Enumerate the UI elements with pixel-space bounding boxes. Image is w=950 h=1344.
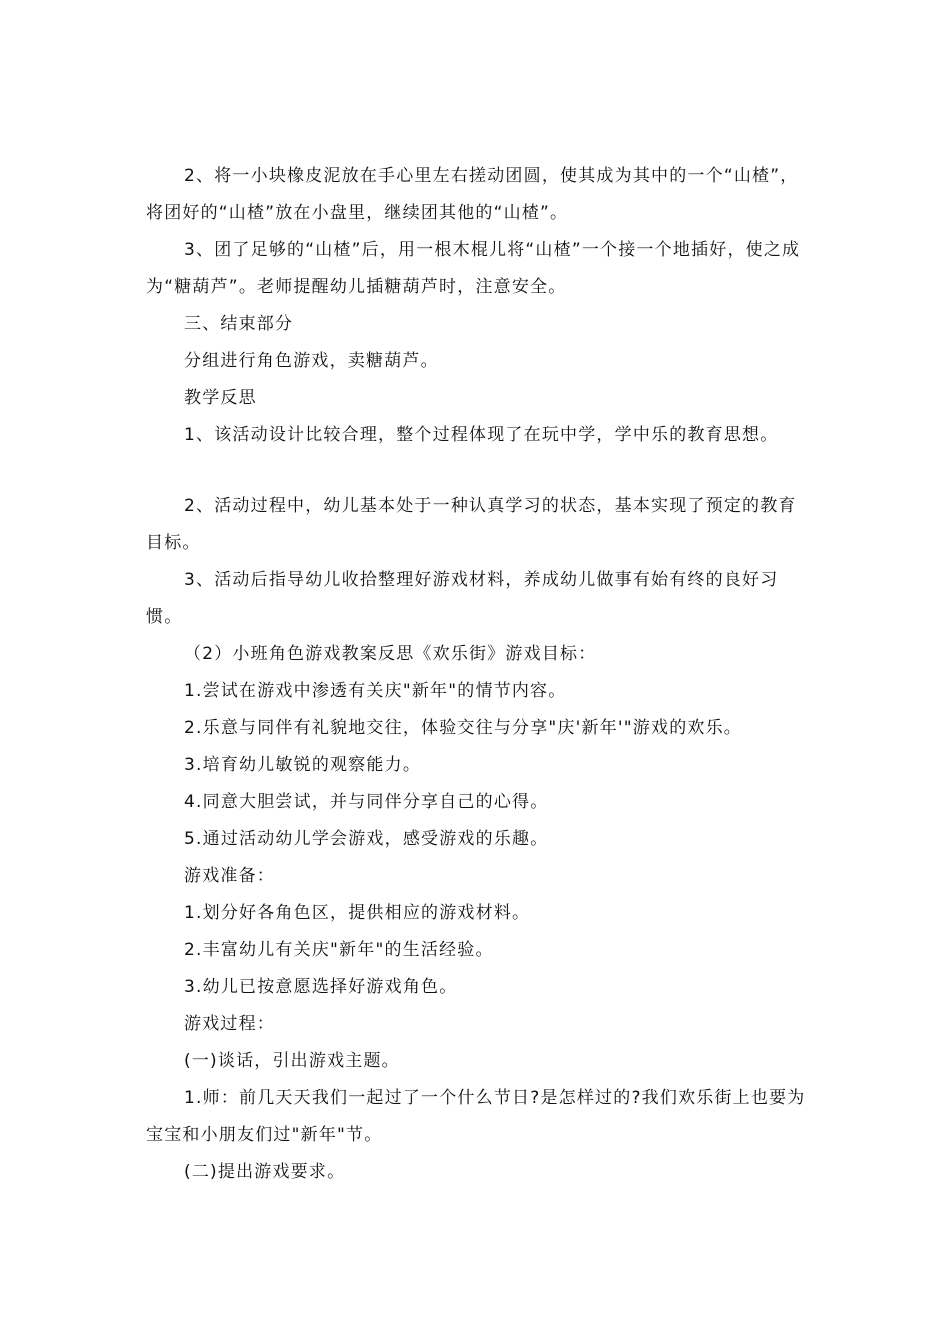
section-heading-ending: 三、结束部分 — [184, 314, 294, 334]
paragraph-ending-activity: 分组进行角色游戏，卖糖葫芦。 — [184, 351, 439, 371]
paragraph-step-3: 3、团了足够的“山楂”后，用一根木棍儿将“山楂”一个接一个地插好，使之成为“糖葫芦”。老师提醒幼儿插糖葫芦时，注意安全。 — [146, 240, 801, 297]
process-step-2-heading: (二)提出游戏要求。 — [184, 1162, 346, 1182]
goal-item-3: 3.培育幼儿敏锐的观察能力。 — [184, 755, 422, 775]
goal-item-5: 5.通过活动幼儿学会游戏，感受游戏的乐趣。 — [184, 829, 549, 849]
paragraph-step-2: 2、将一小块橡皮泥放在手心里左右搓动团圆，使其成为其中的一个“山楂”，将团好的“山楂”放在小盘里，继续团其他的“山楂”。 — [146, 166, 799, 223]
paragraph-gap — [146, 454, 811, 488]
reflection-item-3: 3、活动后指导幼儿收拾整理好游戏材料，养成幼儿做事有始有终的良好习惯。 — [146, 570, 779, 627]
section-heading-game-goals: （2）小班角色游戏教案反思《欢乐街》游戏目标： — [184, 644, 597, 664]
preparation-item-2: 2.丰富幼儿有关庆"新年"的生活经验。 — [184, 940, 494, 960]
process-step-1-detail: 1.师：前几天天我们一起过了一个什么节日?是怎样过的?我们欢乐街上也要为宝宝和小朋友们过"新年"节。 — [146, 1088, 806, 1145]
reflection-item-2: 2、活动过程中，幼儿基本处于一种认真学习的状态，基本实现了预定的教育目标。 — [146, 496, 797, 553]
reflection-item-1: 1、该活动设计比较合理，整个过程体现了在玩中学，学中乐的教育思想。 — [184, 425, 779, 445]
goal-item-4: 4.同意大胆尝试，并与同伴分享自己的心得。 — [184, 792, 549, 812]
preparation-item-3: 3.幼儿已按意愿选择好游戏角色。 — [184, 977, 458, 997]
preparation-item-1: 1.划分好各角色区，提供相应的游戏材料。 — [184, 903, 531, 923]
goal-item-1: 1.尝试在游戏中渗透有关庆"新年"的情节内容。 — [184, 681, 567, 701]
section-heading-preparation: 游戏准备： — [184, 866, 275, 886]
goal-item-2: 2.乐意与同伴有礼貌地交往，体验交往与分享"庆'新年'"游戏的欢乐。 — [184, 718, 743, 738]
process-step-1-heading: (一)谈话，引出游戏主题。 — [184, 1051, 400, 1071]
document-body — [146, 158, 811, 1191]
section-heading-process: 游戏过程： — [184, 1014, 275, 1034]
section-heading-reflection: 教学反思 — [184, 388, 257, 408]
